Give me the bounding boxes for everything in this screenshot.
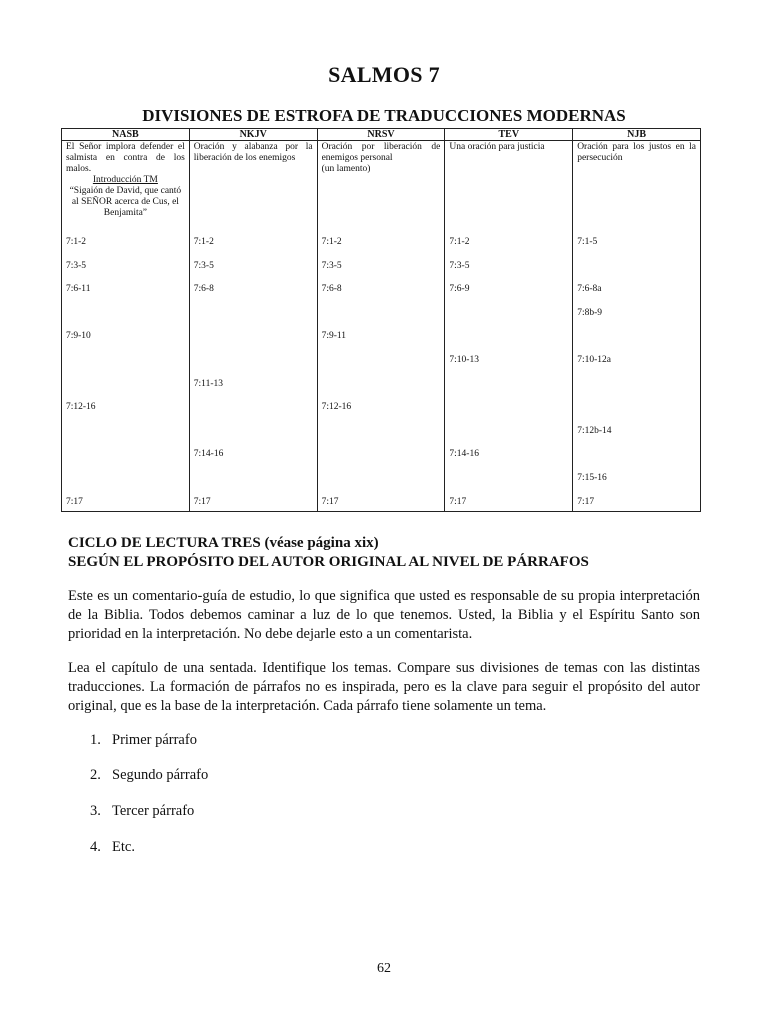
verse-reference: 7:15-16 — [577, 473, 607, 483]
verse-reference: 7:12-16 — [66, 402, 96, 413]
verse-reference: 7:1-2 — [193, 237, 214, 247]
verse-reference: 7:10-12a — [577, 355, 611, 365]
verse-reference: 7:9-10 — [66, 331, 91, 342]
intro-label: Introducción TM — [92, 175, 158, 185]
list-number: 2. — [90, 767, 101, 783]
verse-reference: 7:17 — [449, 496, 467, 507]
paragraph-instructions: Lea el capítulo de una sentada. Identifique los temas. Compare sus divisiones de temas con las distintas traducciones. La formación de párrafos no es inspirada, pero es la clave para seguir el propósito del autor original, que es la base de la interpretación. Cada párrafo tiene solamente un tema. — [68, 660, 700, 714]
list-text: Tercer párrafo — [112, 803, 195, 819]
list-number: 1. — [90, 732, 101, 748]
list-item — [90, 839, 135, 856]
column-description-note: (un lamento) — [321, 164, 371, 174]
verse-reference: 7:10-13 — [449, 355, 479, 365]
verse-reference: 7:6-8a — [577, 284, 602, 295]
verse-reference: 7:14-16 — [449, 449, 479, 460]
verse-reference: 7:17 — [193, 496, 211, 507]
list-number: 4. — [90, 839, 101, 855]
verse-reference: 7:17 — [66, 496, 83, 507]
page-title: SALMOS 7 — [328, 62, 440, 87]
verse-reference: 7:1-2 — [321, 237, 342, 247]
verse-reference: 7:1-2 — [66, 237, 87, 247]
verse-reference: 7:3-5 — [321, 260, 342, 271]
intro-text: “Sigaión de David, que cantó al SEÑOR acerca de Cus, el Benjamita” — [69, 186, 182, 218]
verse-reference: 7:12b-14 — [577, 425, 612, 436]
verse-reference: 7:12-16 — [321, 402, 352, 413]
table-body-row — [62, 141, 701, 512]
verse-reference: 7:6-11 — [66, 284, 91, 295]
column-header-njb: NJB — [573, 129, 701, 141]
column-header-tev: TEV — [445, 129, 573, 141]
verse-reference: 7:9-11 — [321, 331, 347, 342]
column-description: El Señor implora defender el salmista en contra de los malos. — [66, 142, 185, 174]
verse-reference: 7:3-5 — [66, 260, 87, 271]
verse-reference: 7:8b-9 — [577, 307, 602, 318]
strophe-divisions-table — [61, 128, 701, 512]
table-heading: DIVISIONES DE ESTROFA DE TRADUCCIONES MODERNAS — [142, 106, 626, 125]
verse-reference: 7:1-2 — [449, 237, 470, 247]
verse-reference: 7:14-16 — [193, 449, 224, 460]
verse-reference: 7:1-5 — [577, 237, 598, 247]
column-cell-nrsv — [317, 141, 445, 512]
paragraph-intro: Este es un comentario-guía de estudio, lo que significa que usted es responsable de su propia interpretación de la Biblia. Todos debemos caminar a luz de lo que tenemos. Usted, la Biblia y el Espíritu Santo son prioridad en la interpretación. No debe dejarle esto a un comentarista. — [68, 588, 700, 642]
column-cell-nkjv — [189, 141, 317, 512]
column-description: Una oración para justicia — [449, 142, 545, 152]
verse-reference: 7:11-13 — [193, 378, 223, 389]
verse-reference: 7:6-8 — [321, 284, 342, 295]
section-heading-paragraph-level: SEGÚN EL PROPÓSITO DEL AUTOR ORIGINAL AL NIVEL DE PÁRRAFOS — [68, 554, 589, 570]
list-text: Primer párrafo — [112, 732, 197, 748]
page-number: 62 — [377, 961, 391, 976]
list-item — [90, 732, 197, 749]
column-header-nrsv: NRSV — [317, 129, 445, 141]
column-cell-tev — [445, 141, 573, 512]
column-header-nkjv: NKJV — [189, 129, 317, 141]
list-text: Etc. — [112, 839, 135, 855]
verse-reference: 7:6-8 — [193, 284, 214, 295]
list-item — [90, 767, 208, 784]
verse-reference: 7:17 — [321, 496, 339, 507]
verse-reference: 7:17 — [577, 496, 595, 507]
verse-reference: 7:3-5 — [193, 260, 214, 271]
verse-reference: 7:3-5 — [449, 260, 470, 271]
column-header-nasb: NASB — [62, 129, 190, 141]
list-text: Segundo párrafo — [112, 767, 209, 783]
column-cell-njb — [573, 141, 701, 512]
section-heading-reading-cycle: CICLO DE LECTURA TRES (véase página xix) — [68, 535, 379, 551]
list-item — [90, 803, 194, 820]
verse-reference: 7:6-9 — [449, 284, 470, 295]
column-description: Oración para los justos en la persecución — [577, 142, 696, 163]
column-description: Oración y alabanza por la liberación de los enemigos — [193, 142, 313, 163]
column-description: Oración por liberación de enemigos personal — [321, 142, 441, 163]
table-header-row — [62, 129, 701, 141]
list-number: 3. — [90, 803, 101, 819]
column-cell-nasb — [62, 141, 190, 512]
